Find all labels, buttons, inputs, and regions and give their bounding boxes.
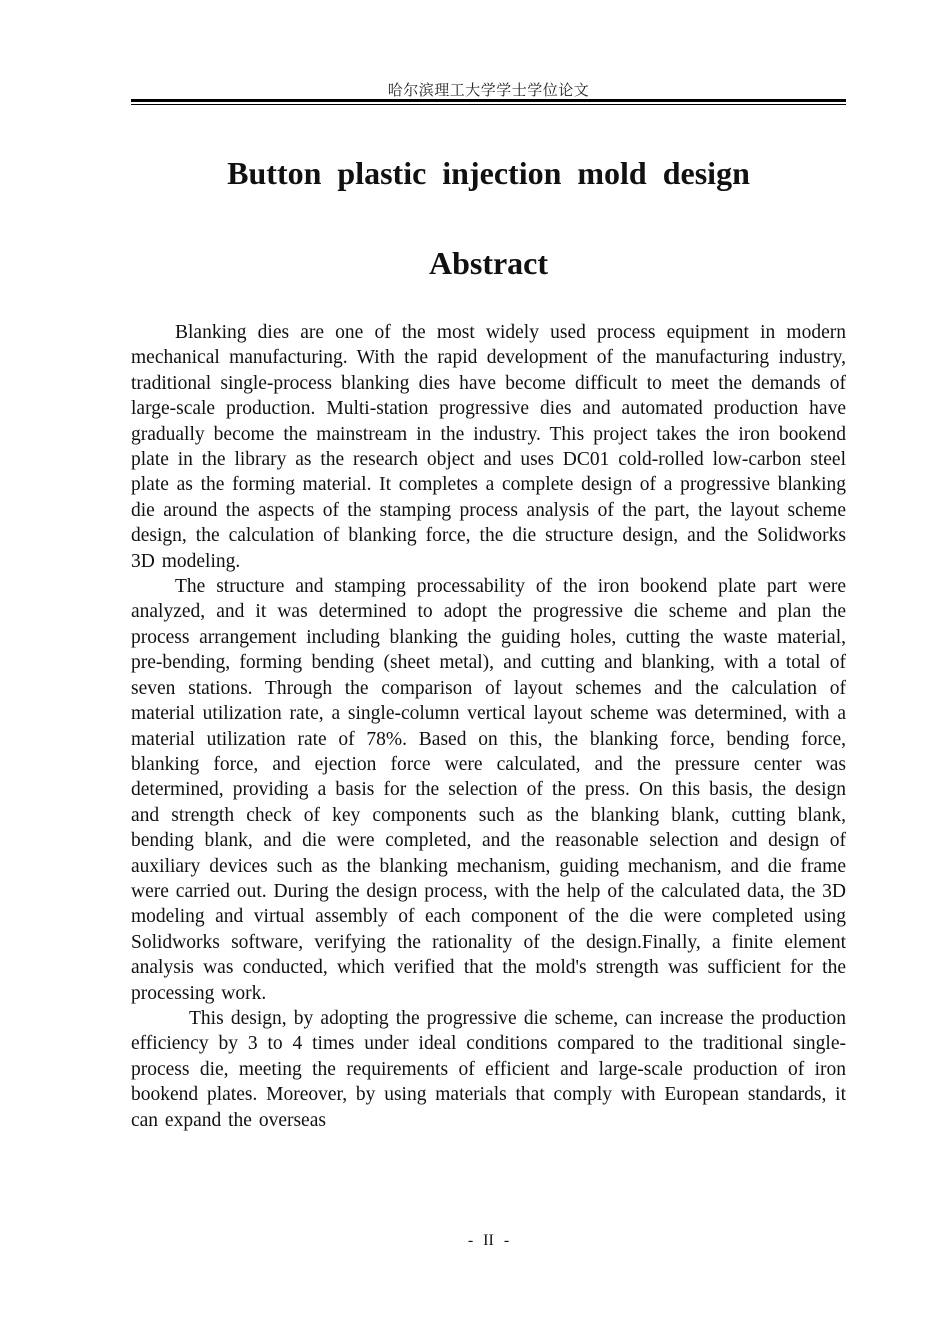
abstract-paragraph-2: The structure and stamping processability of the iron bookend plate part were analyzed, and it was determined to adopt the progressive die scheme and plan the process arrangement including blanking the guiding holes, cutting the waste material, pre-bending, forming bending (sheet metal), and cutting and blanking, with a total of seven stations. Through the comparison of layout schemes and the calculation of material utilization rate, a single-column vertical layout scheme was determined, with a material utilization rate of 78%. Based on this, the blanking force, bending force, blanking force, and ejection force were calculated, and the pressure center was determined, providing a basis for the selection of the press. On this basis, the design and strength check of key components such as the blanking blank, cutting blank, bending blank, and die were completed, and the reasonable selection and design of auxiliary devices such as the blanking mechanism, guiding mechanism, and die frame were carried out. During the design process, with the help of the calculated data, the 3D modeling and virtual assembly of each component of the die were completed using Solidworks software, verifying the rationality of the design.Finally, a finite element analysis was conducted, which verified that the mold's strength was sufficient for the processing work. bbox=[131, 576, 846, 1004]
abstract-body bbox=[131, 320, 846, 1133]
abstract-heading: Abstract bbox=[428, 245, 549, 281]
running-header: 哈尔滨理工大学学士学位论文 bbox=[387, 83, 590, 99]
thesis-title: Button plastic injection mold design bbox=[227, 155, 750, 191]
header-rule-thin bbox=[131, 104, 846, 105]
header-rule-thick bbox=[131, 99, 846, 102]
abstract-paragraph-3: This design, by adopting the progressive die scheme, can increase the production efficiency by 3 to 4 times under ideal conditions compared to the traditional single-process die, meeting the requirements of efficient and large-scale production of iron bookend plates. Moreover, by using materials that comply with European standards, it can expand the overseas bbox=[131, 1007, 846, 1131]
abstract-paragraph-1: Blanking dies are one of the most widely used process equipment in modern mechanical manufacturing. With the rapid development of the manufacturing industry, traditional single-process blanking dies have become difficult to meet the demands of large-scale production. Multi-station progressive dies and automated production have gradually become the mainstream in the industry. This project takes the iron bookend plate in the library as the research object and uses DC01 cold-rolled low-carbon steel plate as the forming material. It completes a complete design of a progressive blanking die around the aspects of the stamping process analysis of the part, the layout scheme design, the calculation of blanking force, the die structure design, and the Solidworks 3D modeling. bbox=[131, 322, 846, 572]
page-number: - II - bbox=[467, 1232, 510, 1249]
